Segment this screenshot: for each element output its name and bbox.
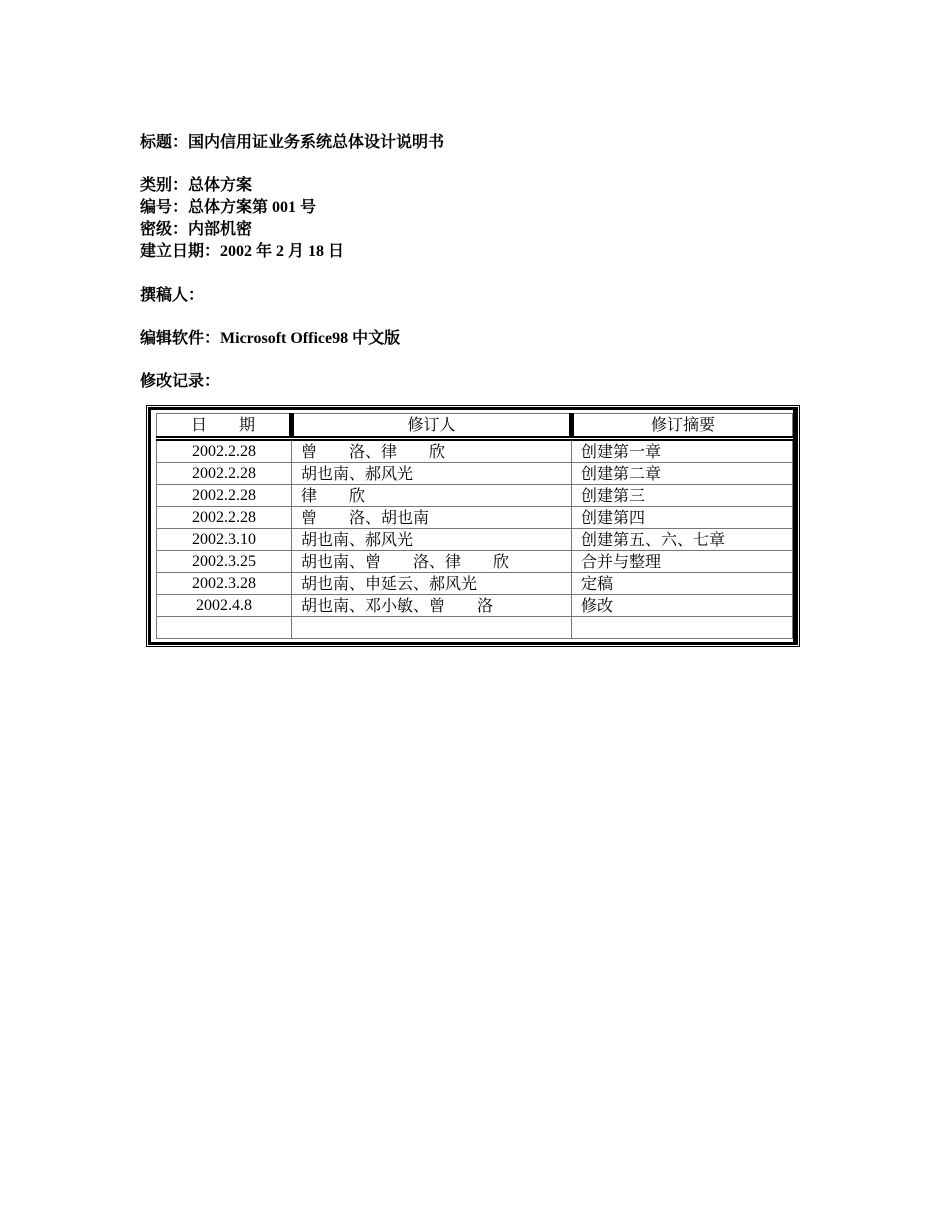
author-label: 撰稿人：: [140, 285, 205, 304]
row-date: 2002.2.28: [157, 439, 292, 463]
row-person: [292, 617, 572, 639]
doc-title-line: [140, 132, 444, 152]
row-date: 2002.2.28: [157, 485, 292, 507]
row-summary: 创建第五、六、七章: [572, 529, 793, 551]
software-label: 编辑软件：: [140, 328, 221, 347]
row-date: [157, 617, 292, 639]
row-summary: 创建第一章: [572, 439, 793, 463]
revision-table-frame: [148, 407, 798, 645]
table-row: [157, 551, 793, 573]
security-line: [140, 219, 252, 239]
software-line: [140, 328, 400, 349]
author-line: [140, 285, 204, 305]
table-row: [157, 485, 793, 507]
doc-title-value: 国内信用证业务系统总体设计说明书: [188, 132, 445, 151]
created-date-value: 2002 年 2 月 18 日: [220, 243, 345, 260]
row-date: 2002.2.28: [157, 507, 292, 529]
row-summary: 合并与整理: [572, 551, 793, 573]
row-person: 胡也南、郝风光: [292, 529, 572, 551]
table-row: [157, 529, 793, 551]
row-summary: 修改: [572, 595, 793, 617]
row-date: 2002.3.10: [157, 529, 292, 551]
doc-title-label: 标题：: [140, 132, 189, 151]
number-value: 总体方案第 001 号: [188, 199, 317, 216]
created-date-line: [140, 241, 344, 262]
table-row-empty: [157, 617, 793, 639]
row-person: 胡也南、曾 洛、律 欣: [292, 551, 572, 573]
software-value: Microsoft Office98 中文版: [220, 330, 401, 347]
row-person: 曾 洛、胡也南: [292, 507, 572, 529]
row-summary: 创建第三: [572, 485, 793, 507]
number-line: [140, 197, 316, 218]
header-summary: 修订摘要: [572, 414, 793, 439]
row-summary: 创建第四: [572, 507, 793, 529]
row-date: 2002.2.28: [157, 463, 292, 485]
revisions-label: 修改记录：: [140, 371, 221, 390]
category-label: 类别：: [140, 175, 189, 194]
category-line: [140, 175, 252, 195]
header-date: 日 期: [157, 414, 292, 439]
row-date: 2002.3.25: [157, 551, 292, 573]
row-person: 胡也南、郝风光: [292, 463, 572, 485]
security-label: 密级：: [140, 219, 189, 238]
table-row: [157, 595, 793, 617]
revision-table-header: [157, 414, 793, 439]
header-person: 修订人: [292, 414, 572, 439]
row-person: 律 欣: [292, 485, 572, 507]
row-date: 2002.3.28: [157, 573, 292, 595]
row-date: 2002.4.8: [157, 595, 292, 617]
row-summary: 创建第二章: [572, 463, 793, 485]
table-row: [157, 507, 793, 529]
table-frame-right-rule: [793, 410, 797, 642]
table-row: [157, 573, 793, 595]
row-summary: [572, 617, 793, 639]
category-value: 总体方案: [188, 175, 253, 194]
created-date-label: 建立日期：: [140, 241, 221, 260]
row-person: 曾 洛、律 欣: [292, 439, 572, 463]
security-value: 内部机密: [188, 219, 253, 238]
number-label: 编号：: [140, 197, 189, 216]
revision-table: [156, 413, 793, 639]
row-person: 胡也南、邓小敏、曾 洛: [292, 595, 572, 617]
row-person: 胡也南、申延云、郝风光: [292, 573, 572, 595]
table-row: [157, 439, 793, 463]
table-row: [157, 463, 793, 485]
row-summary: 定稿: [572, 573, 793, 595]
